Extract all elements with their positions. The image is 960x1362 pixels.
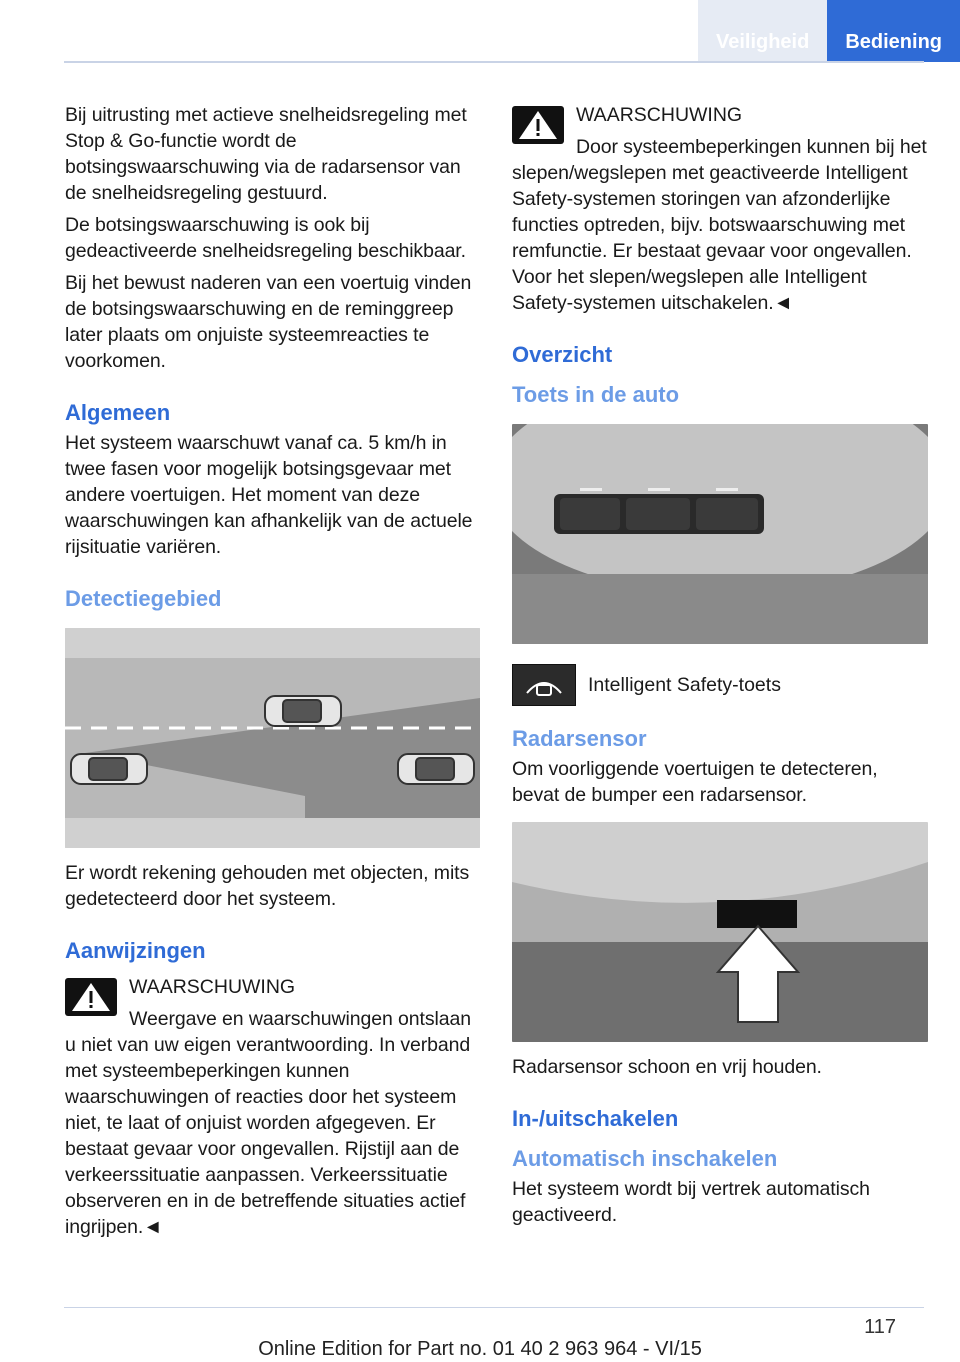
detection-area-illustration [65, 628, 480, 848]
warning-block-1 [65, 974, 480, 1240]
left-column [65, 102, 480, 1246]
page-number: 117 [864, 1316, 896, 1338]
intelligent-safety-icon [512, 664, 576, 706]
warning-block-2 [512, 102, 930, 316]
car-ahead [265, 696, 341, 726]
warning-text: Weergave en waarschuwingen ontslaan u niet van uw eigen verantwoording. In verband met systeembeperkingen kunnen waarschuwingen of reacties door het systeem niet, te laat of onjuist worden afgegeven. Er bestaat gevaar voor ongevallen. Rijstijl aan de verkeerssituatie aanpassen. Verkeerssituatie observeren en in de betreffende situaties actief ingrijpen.◄ [65, 1008, 471, 1238]
intro-paragraph-1: Bij uitrusting met actieve snelheidsregeling met Stop & Go-functie wordt de botsingswaarschuwing via de radarsensor van de snelheidsregeling gestuurd. [65, 104, 467, 204]
car-right [398, 754, 474, 784]
heading-algemeen: Algemeen [65, 400, 171, 425]
right-column [512, 102, 930, 1234]
radar-caption: Radarsensor schoon en vrij houden. [512, 1056, 822, 1078]
toets-caption: Intelligent Safety-toets [588, 673, 781, 696]
car-own [71, 754, 147, 784]
button-panel-photo [512, 424, 928, 644]
footer-edition: Online Edition for Part no. 01 40 2 963 964 - VI/15 [258, 1338, 702, 1360]
heading-toets: Toets in de auto [512, 382, 680, 407]
heading-detectiegebied: Detectiegebied [65, 586, 222, 611]
radar-sensor-photo [512, 822, 928, 1042]
algemeen-text: Het systeem waarschuwt vanaf ca. 5 km/h in twee fasen voor mogelijk botsingsgevaar met andere voertuigen. Het moment van deze waarschuwingen kan afhankelijk van de actuele rijsituatie variëren. [65, 432, 473, 558]
auto-text: Het systeem wordt bij vertrek automatisch geactiveerd. [512, 1178, 870, 1226]
footer-divider [64, 1307, 924, 1308]
header-tabs [698, 0, 960, 62]
toets-caption-row [512, 664, 930, 706]
heading-automatisch: Automatisch inschakelen [512, 1146, 778, 1171]
intro-paragraph-3: Bij het bewust naderen van een voertuig vinden de botsingswaarschuwing en de reminggreep later plaats om onjuiste systeemreacties te voorkomen. [65, 272, 472, 372]
warning-triangle-icon [65, 978, 117, 1016]
heading-in-uitschakelen: In-/uitschakelen [512, 1106, 679, 1131]
tab-bediening[interactable]: Bediening [827, 0, 960, 62]
intro-paragraph-2: De botsingswaarschuwing is ook bij gedeactiveerde snelheidsregeling beschikbaar. [65, 214, 466, 262]
warning-title: WAARSCHUWING [576, 104, 743, 126]
warning-triangle-icon [512, 106, 564, 144]
header-divider [64, 61, 924, 63]
detectie-caption: Er wordt rekening gehouden met objecten, mits gedetecteerd door het systeem. [65, 862, 470, 910]
warning-text: Door systeembeperkingen kunnen bij het slepen/wegslepen met geactiveerde Intelligent Safety-systemen storingen van afzonderlijke functies optreden, bijv. botswaarschuwing met remfunctie. Er bestaat gevaar voor ongevallen. Voor het slepen/wegslepen alle Intelligent Safety-systemen uitschakelen.◄ [512, 136, 927, 314]
heading-aanwijzingen: Aanwijzingen [65, 938, 206, 963]
tab-veiligheid[interactable]: Veiligheid [698, 0, 827, 62]
heading-overzicht: Overzicht [512, 342, 613, 367]
heading-radarsensor: Radarsensor [512, 726, 647, 751]
radar-text: Om voorliggende voertuigen te detecteren, bevat de bumper een radarsensor. [512, 758, 878, 806]
warning-title: WAARSCHUWING [129, 976, 296, 998]
